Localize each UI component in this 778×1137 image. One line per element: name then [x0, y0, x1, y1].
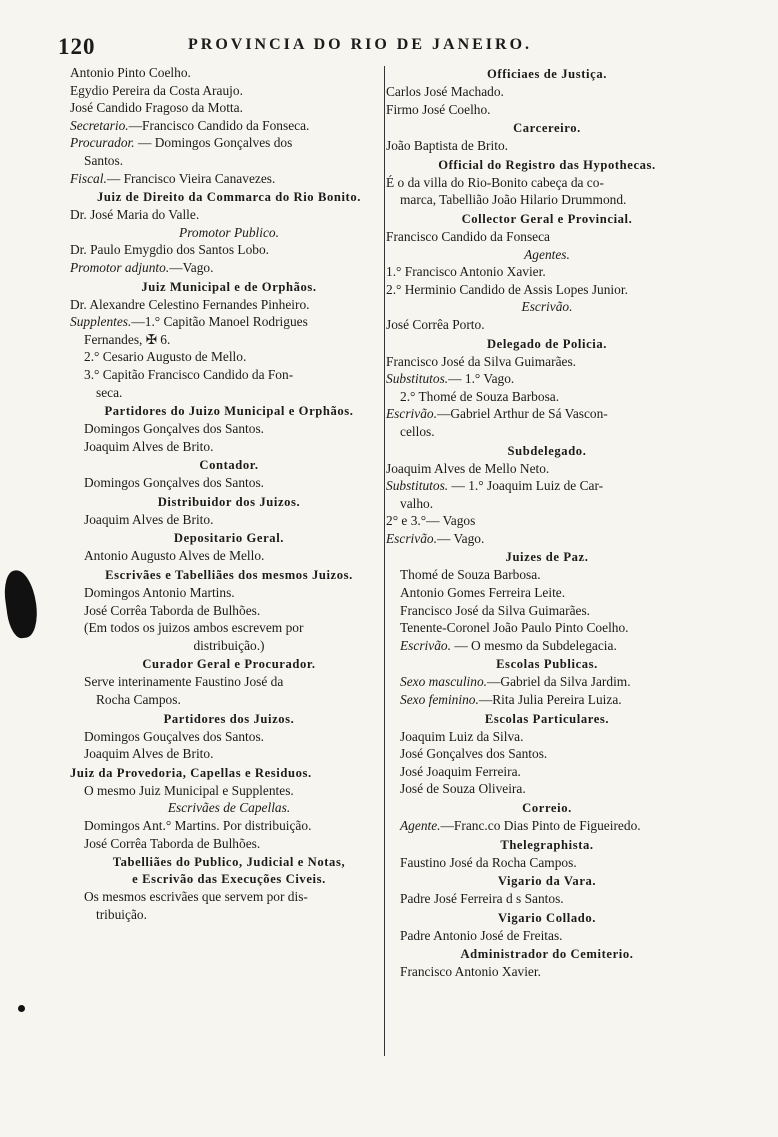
- role-label: Escrivão.: [386, 530, 437, 546]
- entry-line: [386, 530, 708, 548]
- entry-line: José Gonçalves dos Santos.: [400, 746, 548, 762]
- entry-line: cellos.: [400, 423, 435, 439]
- ink-dot: [18, 1005, 25, 1012]
- entry-line: Domingos Ant.° Martins. Por distribuição.: [84, 818, 312, 833]
- role-label: Promotor adjunto.: [70, 259, 170, 275]
- left-column: [70, 64, 388, 923]
- entry-line: João Baptista de Brito.: [386, 138, 508, 154]
- entry-line: Dr. José Maria do Valle.: [70, 207, 200, 223]
- entry-line: Domingos Gonçalves dos Santos.: [84, 475, 265, 491]
- role-label: Sexo feminino.: [400, 692, 479, 708]
- entry-line: José de Souza Oliveira.: [400, 781, 526, 797]
- entry-line: José Corrêa Taborda de Bulhões.: [84, 835, 261, 851]
- entry-line: José Corrêa Taborda de Bulhões.: [84, 602, 261, 618]
- entry-line: Carlos José Machado.: [386, 84, 504, 99]
- entry-line: Antonio Augusto Alves de Mello.: [84, 548, 265, 564]
- role-label: Escrivão.: [400, 637, 451, 653]
- entry-line: valho.: [400, 495, 434, 511]
- entry-line: Tenente-Coronel João Paulo Pinto Coelho.: [400, 620, 629, 636]
- entry-line: 3.° Capitão Francisco Candido da Fon-: [84, 366, 294, 382]
- section-heading: Distribuidor dos Juizos.: [157, 494, 301, 509]
- section-heading: Juiz de Direito da Commarca do Rio Bonito.: [96, 190, 361, 205]
- section-heading: Juiz Municipal e de Orphãos.: [141, 279, 317, 294]
- role-label: Sexo masculino.: [400, 674, 488, 690]
- section-heading: Juiz da Provedoria, Capellas e Residuos.: [70, 765, 312, 780]
- entry-line: Francisco Candido da Fonseca: [386, 228, 550, 244]
- section-heading: Partidores dos Juizos.: [163, 711, 295, 726]
- section-heading: Tabelliães do Publico, Judicial e Notas,: [112, 855, 346, 870]
- entry-line: distribuição.): [193, 637, 265, 653]
- entry-line: Joaquim Alves de Brito.: [84, 438, 214, 454]
- role-label: Substitutos.: [386, 478, 449, 494]
- entry-line: [386, 477, 708, 495]
- entry-line: [386, 817, 708, 835]
- entry-line: José Candido Fragoso da Motta.: [70, 100, 243, 116]
- entry-line: Joaquim Alves de Mello Neto.: [386, 460, 550, 476]
- entry-line: Fernandes, ✠ 6.: [84, 331, 171, 347]
- section-heading: Vigario Collado.: [498, 910, 596, 925]
- section-heading: Correio.: [522, 801, 572, 815]
- role-label: Supplentes.: [70, 314, 132, 330]
- entry-line: tribuição.: [96, 906, 147, 922]
- entry-line: [386, 370, 708, 388]
- entry-text: — Domingos Gonçalves dos: [137, 135, 293, 151]
- entry-text: —Francisco Candido da Fonseca.: [128, 117, 310, 133]
- section-heading: Collector Geral e Provincial.: [461, 211, 633, 226]
- entry-line: 2° e 3.°— Vagos: [386, 513, 476, 529]
- entry-line: Dr. Alexandre Celestino Fernandes Pinheiro.: [70, 296, 310, 312]
- entry-line: marca, Tabellião João Hilario Drummond.: [400, 192, 627, 208]
- entry-line: [70, 117, 388, 135]
- role-label: Agente.: [400, 818, 441, 833]
- subsection-title: Escrivães de Capellas.: [167, 800, 291, 816]
- entry-text: —Gabriel Arthur de Sá Vascon-: [436, 406, 608, 422]
- entry-line: [386, 673, 708, 691]
- entry-line: Serve interinamente Faustino José da: [84, 674, 284, 690]
- section-heading: Escolas Publicas.: [496, 657, 598, 672]
- entry-line: Francisco José da Silva Guimarães.: [386, 353, 577, 369]
- page-number: 120: [58, 34, 96, 59]
- subsection-title: Escrivão.: [521, 299, 573, 315]
- entry-line: [70, 134, 388, 152]
- section-heading: Escrivães e Tabelliães dos mesmos Juizos.: [105, 568, 353, 583]
- role-label: Substitutos.: [386, 371, 449, 387]
- entry-text: —Gabriel da Silva Jardim.: [487, 674, 631, 690]
- role-label: Procurador.: [70, 135, 135, 151]
- entry-line: Firmo José Coelho.: [386, 101, 491, 117]
- entry-text: — O mesmo da Subdelegacia.: [454, 637, 617, 653]
- ink-blot: [1, 568, 40, 640]
- entry-line: Rocha Campos.: [96, 692, 181, 708]
- entry-line: Joaquim Alves de Brito.: [84, 746, 214, 762]
- section-heading: Depositario Geral.: [173, 531, 285, 546]
- page-header: [58, 34, 758, 58]
- section-heading: Contador.: [199, 458, 259, 473]
- subsection-title: Agentes.: [524, 246, 570, 262]
- entry-line: Dr. Paulo Emygdio dos Santos Lobo.: [70, 242, 270, 258]
- entry-line: Francisco José da Silva Guimarães.: [400, 602, 591, 618]
- entry-line: José Joaquim Ferreira.: [400, 763, 521, 779]
- section-heading: Juizes de Paz.: [505, 550, 589, 565]
- section-heading: Partidores do Juizo Municipal e Orphãos.: [104, 404, 354, 419]
- entry-line: O mesmo Juiz Municipal e Supplentes.: [84, 782, 294, 798]
- entry-line: Os mesmos escrivães que servem por dis-: [84, 889, 308, 905]
- entry-line: [386, 405, 708, 423]
- section-heading: Officiaes de Justiça.: [487, 67, 607, 81]
- entry-line: 2.° Thomé de Souza Barbosa.: [400, 388, 560, 404]
- entry-line: seca.: [96, 384, 123, 400]
- entry-line: [70, 259, 388, 277]
- entry-line: 1.° Francisco Antonio Xavier.: [386, 264, 546, 280]
- entry-text: —Franc.co Dias Pinto de Figueiredo.: [440, 818, 641, 833]
- entry-text: — Francisco Vieira Canavezes.: [106, 170, 276, 186]
- entry-line: Francisco Antonio Xavier.: [400, 964, 541, 980]
- entry-line: (Em todos os juizos ambos escrevem por: [84, 620, 304, 636]
- entry-line: Santos.: [84, 152, 124, 168]
- entry-line: Domingos Antonio Martins.: [84, 585, 235, 601]
- section-heading: Official do Registro das Hypothecas.: [438, 157, 656, 172]
- entry-line: Domingos Gonçalves dos Santos.: [84, 421, 265, 437]
- entry-line: Padre José Ferreira d s Santos.: [400, 891, 564, 907]
- right-column: [386, 64, 708, 981]
- entry-text: — 1.° Vago.: [448, 371, 515, 387]
- entry-line: Joaquim Alves de Brito.: [84, 511, 214, 527]
- role-label: Fiscal.: [70, 170, 107, 186]
- subsection-title: Promotor Publico.: [179, 224, 279, 240]
- entry-line: Antonio Pinto Coelho.: [70, 65, 191, 80]
- section-heading: e Escrivão das Execuções Civeis.: [132, 872, 326, 887]
- entry-text: —Rita Julia Pereira Luiza.: [478, 692, 622, 708]
- page-title: PROVINCIA DO RIO DE JANEIRO.: [188, 36, 533, 53]
- section-heading: Curador Geral e Procurador.: [142, 657, 316, 672]
- entry-line: 2.° Herminio Candido de Assis Lopes Junior.: [386, 281, 628, 297]
- section-heading: Carcereiro.: [513, 121, 581, 136]
- entry-line: Antonio Gomes Ferreira Leite.: [400, 585, 566, 601]
- entry-line: Domingos Gouçalves dos Santos.: [84, 728, 265, 744]
- section-heading: Subdelegado.: [507, 443, 587, 458]
- entry-text: — 1.° Joaquim Luiz de Car-: [451, 478, 604, 494]
- entry-line: José Corrêa Porto.: [386, 316, 485, 332]
- entry-line: Thomé de Souza Barbosa.: [400, 567, 541, 583]
- section-heading: Vigario da Vara.: [497, 874, 597, 889]
- entry-line: [70, 170, 388, 188]
- entry-line: [386, 637, 708, 655]
- entry-text: — Vago.: [436, 530, 485, 546]
- section-heading: Thelegraphista.: [500, 837, 594, 852]
- section-heading: Escolas Particulares.: [484, 711, 610, 726]
- entry-line: Faustino José da Rocha Campos.: [400, 854, 577, 870]
- role-label: Secretario.: [70, 117, 129, 133]
- entry-line: Joaquim Luiz da Silva.: [400, 728, 524, 744]
- section-heading: Administrador do Cemiterio.: [460, 947, 634, 962]
- entry-line: [70, 313, 388, 331]
- entry-text: —Vago.: [169, 259, 214, 275]
- section-heading: Delegado de Policia.: [486, 336, 608, 351]
- entry-line: 2.° Cesario Augusto de Mello.: [84, 349, 247, 365]
- role-label: Escrivão.: [386, 406, 437, 422]
- entry-text: —1.° Capitão Manoel Rodrigues: [131, 314, 308, 330]
- entry-line: É o da villa do Rio-Bonito cabeça da co-: [386, 174, 604, 190]
- entry-line: Padre Antonio José de Freitas.: [400, 927, 563, 943]
- entry-line: [386, 691, 708, 709]
- entry-line: Egydio Pereira da Costa Araujo.: [70, 82, 243, 98]
